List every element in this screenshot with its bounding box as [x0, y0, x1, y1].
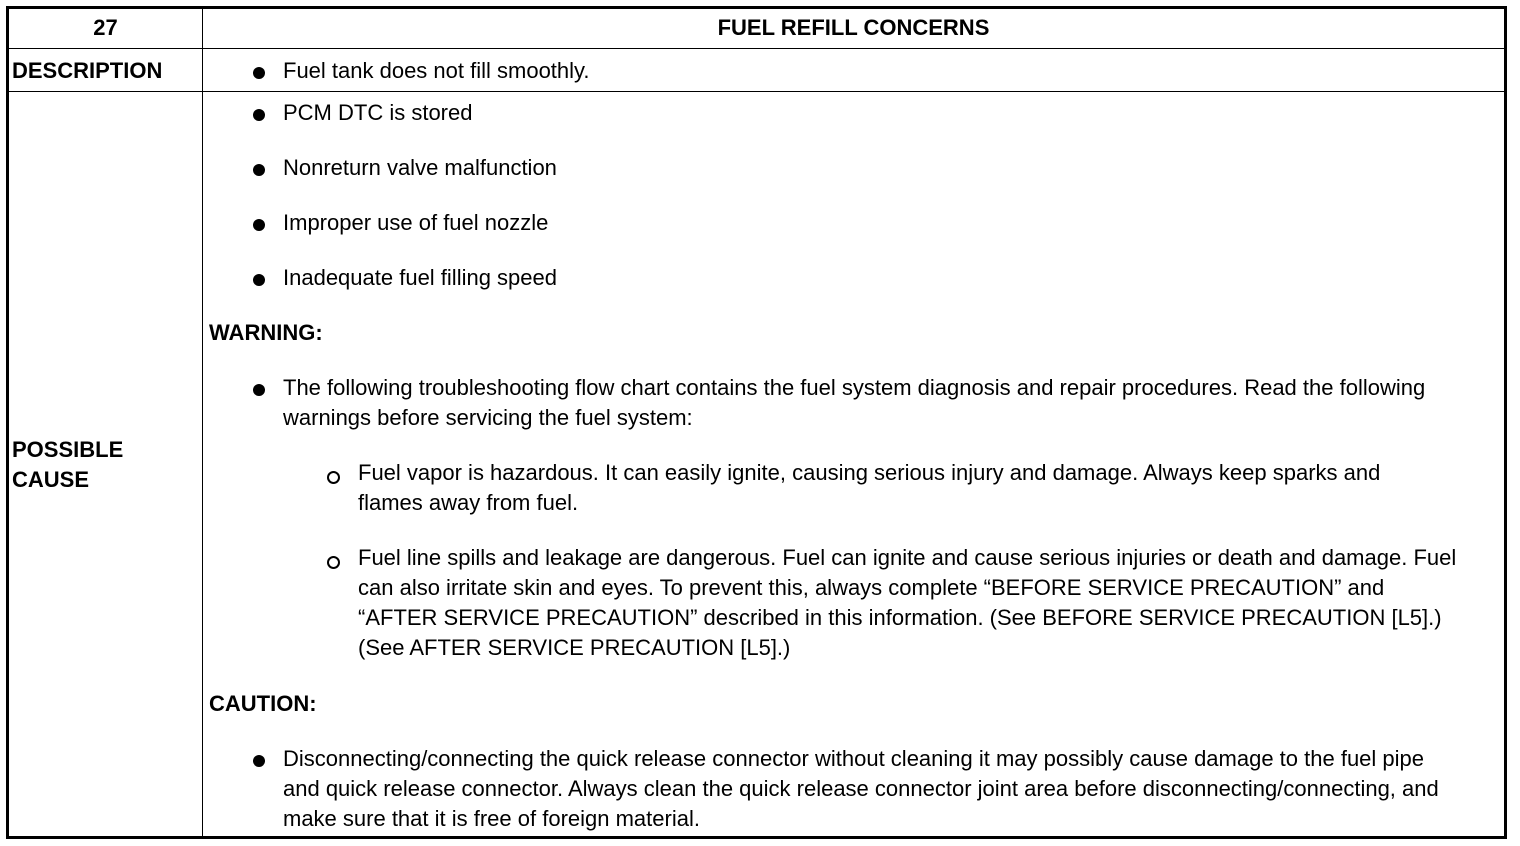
cause-item: PCM DTC is stored: [283, 100, 473, 125]
warning-item: The following troubleshooting flow chart contains the fuel system diagnosis and repair procedures. Read the following warnings before servicing the fuel system:: [283, 375, 1426, 430]
caution-item: Disconnecting/connecting the quick release connector without cleaning it may possibly cause damage to the fuel pipe and quick release connector. Always clean the quick release connector joint area before disconnecting/connecting, and make sure that it is free of foreign material.: [283, 746, 1439, 831]
cause-item: Improper use of fuel nozzle: [283, 210, 549, 235]
possible-cause-label: POSSIBLE CAUSE: [12, 437, 124, 492]
header-divider: [9, 48, 1504, 49]
cause-item: Nonreturn valve malfunction: [283, 155, 557, 180]
warning-heading: WARNING:: [209, 320, 323, 345]
description-item: Fuel tank does not fill smoothly.: [283, 58, 590, 83]
caution-heading: CAUTION:: [209, 691, 317, 716]
bullet-icon: [253, 274, 265, 286]
description-divider: [9, 91, 1504, 92]
warning-subitem: Fuel line spills and leakage are dangerous. Fuel can ignite and cause serious injuries or death and damage. Fuel can also irritate skin and eyes. To prevent this, always complete “BEFORE SERVICE PRECAUTION” and “AFTER SERVICE PRECAUTION” described in this information. (See BEFORE SERVICE PRECAUTION [L5].) (See AFTER SERVICE PRECAUTION [L5].): [358, 545, 1457, 660]
cause-item: Inadequate fuel filling speed: [283, 265, 557, 290]
sub-bullet-icon: [327, 556, 340, 569]
column-divider: [202, 9, 203, 836]
table-number: 27: [93, 15, 118, 40]
bullet-icon: [253, 67, 265, 79]
fuel-refill-table: [6, 6, 1507, 839]
table-title: FUEL REFILL CONCERNS: [717, 15, 990, 40]
warning-subitem: Fuel vapor is hazardous. It can easily ignite, causing serious injury and damage. Always keep sparks and flames away from fuel.: [358, 460, 1381, 515]
bullet-icon: [253, 219, 265, 231]
bullet-icon: [253, 755, 265, 767]
bullet-icon: [253, 384, 265, 396]
bullet-icon: [253, 164, 265, 176]
sub-bullet-icon: [327, 471, 340, 484]
description-label: DESCRIPTION: [12, 58, 163, 83]
bullet-icon: [253, 109, 265, 121]
